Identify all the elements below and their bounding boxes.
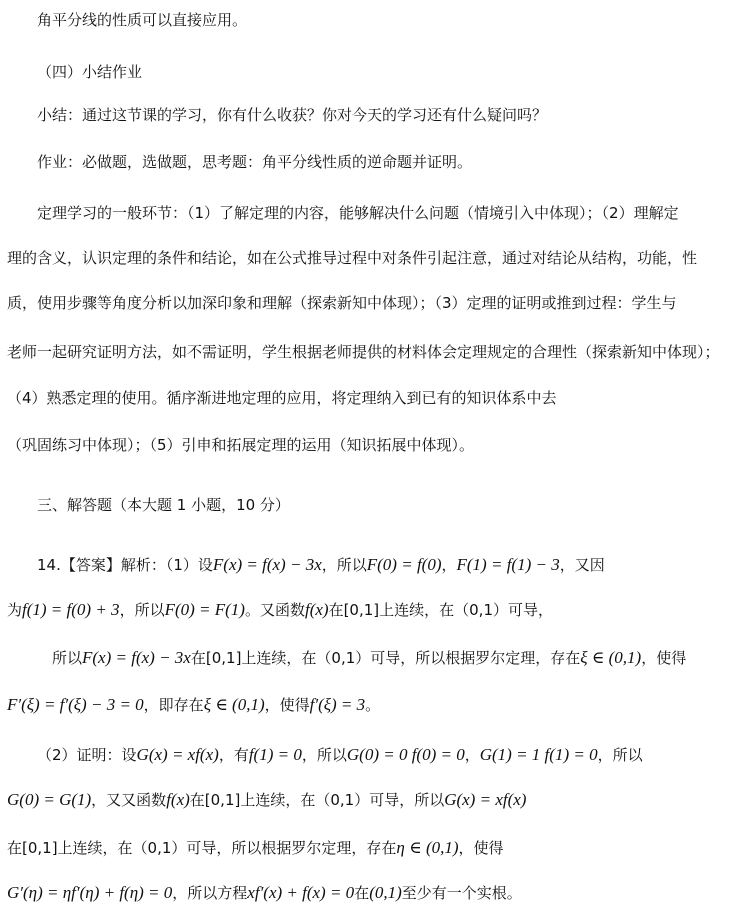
- math-expression: f(1) = f(0) + 3: [22, 600, 120, 619]
- text-segment: ，即存在: [143, 696, 204, 714]
- text-line: [52, 648, 686, 668]
- text-segment: 在[0,1]上连续，在（0,1）可导，: [328, 601, 553, 619]
- math-expression: F(0) = f(0): [366, 555, 442, 574]
- text-segment: 。: [365, 696, 381, 714]
- math-expression: (0,1): [369, 883, 402, 902]
- text-line: [37, 10, 247, 30]
- math-expression: ξ ∈ (0,1): [580, 648, 642, 667]
- math-expression: G(x) = xf(x): [136, 745, 219, 764]
- text-segment: 理的含义，认识定理的条件和结论，如在公式推导过程中对条件引起注意，通过对结论从结构，功能，性: [7, 249, 698, 267]
- text-segment: ，: [441, 556, 457, 574]
- math-expression: f(x): [304, 600, 329, 619]
- text-segment: （4）熟悉定理的使用。循序渐进地定理的应用，将定理纳入到已有的知识体系中去: [7, 389, 557, 407]
- math-expression: F(x) = f(x) − 3x: [82, 648, 191, 667]
- text-segment: ，所以: [119, 601, 165, 619]
- text-line: [7, 293, 677, 313]
- text-segment: ，: [464, 746, 480, 764]
- math-expression: xf′(x) + f(x) = 0: [247, 883, 355, 902]
- text-segment: 质，使用步骤等角度分析以加深印象和理解（探索新知中体现）；（3）定理的证明或推到过程：学生与: [7, 294, 677, 312]
- text-segment: 在[0,1]上连续，在（0,1）可导，所以: [189, 791, 445, 809]
- math-expression: ξ ∈ (0,1): [203, 695, 265, 714]
- text-segment: 小结：通过这节课的学习，你有什么收获？你对今天的学习还有什么疑问吗？: [37, 106, 548, 124]
- text-line: [37, 495, 290, 515]
- text-segment: （2）证明：设: [37, 746, 137, 764]
- text-line: [7, 883, 522, 903]
- text-line: [7, 248, 697, 268]
- text-segment: 在: [354, 884, 370, 902]
- text-segment: ，所以: [301, 746, 347, 764]
- text-line: [7, 695, 380, 715]
- math-expression: G′(η) = ηf′(η) + f(η) = 0: [7, 883, 173, 902]
- text-line: [37, 745, 643, 765]
- text-line: [7, 600, 553, 620]
- text-segment: ，又又函数: [91, 791, 167, 809]
- text-line: [7, 838, 504, 858]
- text-segment: 至少有一个实根。: [401, 884, 522, 902]
- text-segment: ，所以: [321, 556, 367, 574]
- math-expression: F(1) = f(1) − 3: [456, 555, 560, 574]
- text-segment: 角平分线的性质可以直接应用。: [37, 11, 248, 29]
- text-segment: ，使得: [264, 696, 310, 714]
- math-expression: G(1) = 1 f(1) = 0: [479, 745, 598, 764]
- math-expression: f(x): [166, 790, 190, 809]
- text-segment: 在[0,1]上连续，在（0,1）可导，所以根据罗尔定理，存在: [190, 649, 581, 667]
- text-line: [37, 105, 547, 125]
- text-segment: ，所以: [597, 746, 643, 764]
- math-expression: G(0) = 0 f(0) = 0: [346, 745, 465, 764]
- text-line: [37, 62, 142, 82]
- text-segment: 14.【答案】解析：（1）设: [37, 556, 213, 574]
- text-segment: ，使得: [641, 649, 687, 667]
- text-segment: （巩固练习中体现）；（5）引申和拓展定理的运用（知识拓展中体现）。: [7, 436, 475, 454]
- text-segment: 作业：必做题，选做题，思考题：角平分线性质的逆命题并证明。: [37, 153, 473, 171]
- math-expression: G(0) = G(1): [7, 790, 92, 809]
- text-segment: ，有: [218, 746, 249, 764]
- math-expression: F′(ξ) = f′(ξ) − 3 = 0: [7, 695, 144, 714]
- text-segment: ，使得: [458, 839, 504, 857]
- text-line: [37, 203, 679, 223]
- text-line: [7, 342, 720, 362]
- text-line: [7, 388, 557, 408]
- text-segment: 在[0,1]上连续，在（0,1）可导，所以根据罗尔定理，存在: [7, 839, 397, 857]
- text-segment: 定理学习的一般环节：（1）了解定理的内容，能够解决什么问题（情境引入中体现）；（2）理解定: [37, 204, 679, 222]
- math-expression: G(x) = xf(x): [444, 790, 527, 809]
- math-expression: f(1) = 0: [248, 745, 302, 764]
- text-line: [37, 152, 472, 172]
- text-line: [7, 790, 526, 810]
- text-segment: 。又函数: [244, 601, 305, 619]
- text-segment: 为: [7, 601, 23, 619]
- text-segment: （四）小结作业: [37, 63, 143, 81]
- text-line: [37, 555, 605, 575]
- text-line: [7, 435, 474, 455]
- text-segment: 三、解答题（本大题 1 小题，10 分）: [37, 496, 290, 514]
- text-segment: 所以: [52, 649, 83, 667]
- math-expression: F(0) = F(1): [164, 600, 245, 619]
- math-expression: η ∈ (0,1): [396, 838, 459, 857]
- text-segment: 老师一起研究证明方法，如不需证明，学生根据老师提供的材料体会定理规定的合理性（探索新知中体现）；: [7, 343, 720, 361]
- math-expression: F(x) = f(x) − 3x: [212, 555, 322, 574]
- text-segment: ，又因: [559, 556, 605, 574]
- math-expression: f′(ξ) = 3: [309, 695, 366, 714]
- text-segment: ，所以方程: [172, 884, 248, 902]
